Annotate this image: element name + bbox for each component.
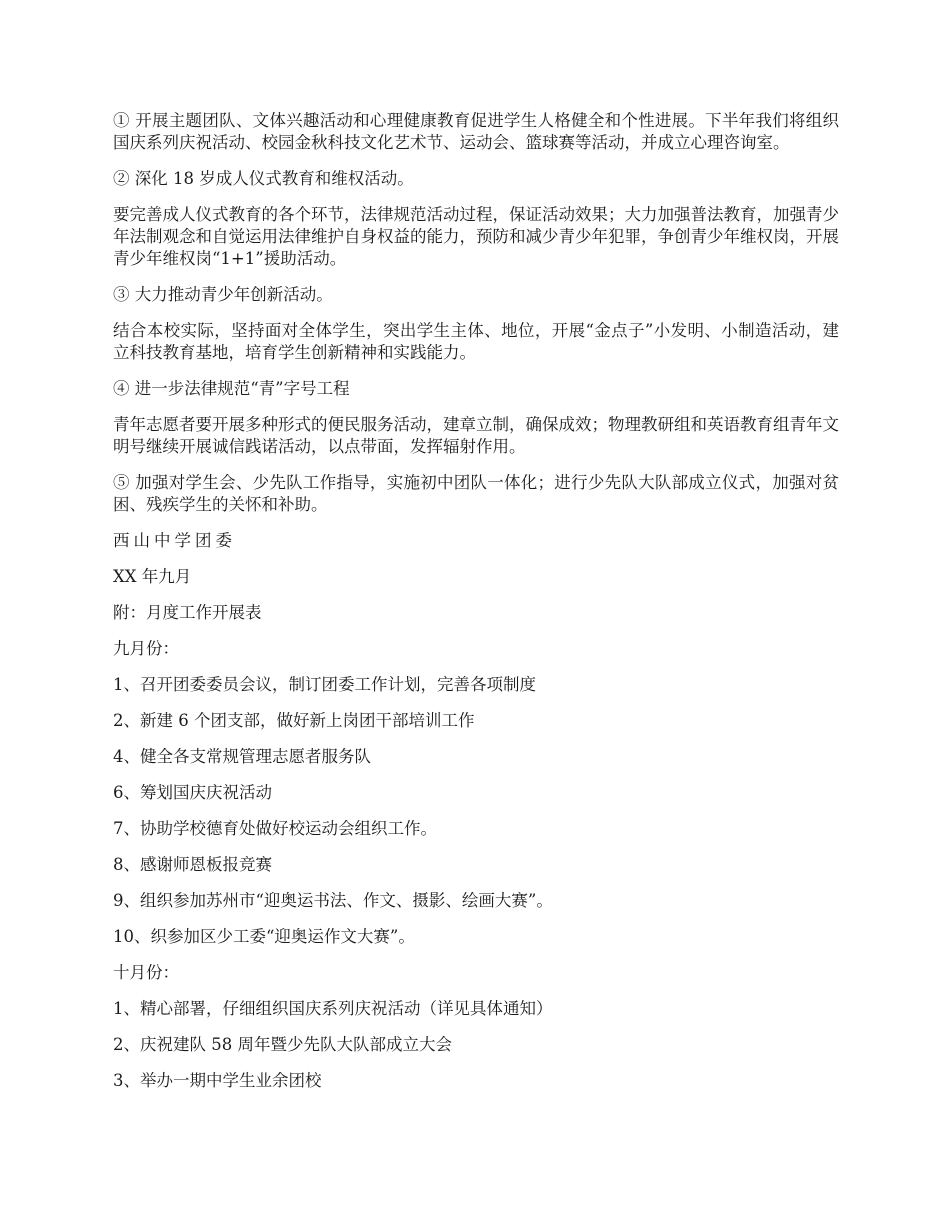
paragraph-item-5: ⑤ 加强对学生会、少先队工作指导，实施初中团队一体化；进行少先队大队部成立仪式，加强对贫困、残疾学生的关怀和补助。	[113, 473, 839, 514]
appendix-title: 附：月度工作开展表	[113, 603, 262, 622]
paragraph-item-2-heading: ② 深化 18 岁成人仪式教育和维权活动。	[113, 169, 414, 188]
list-item: 4、健全各支常规管理志愿者服务队	[113, 747, 371, 766]
list-item: 2、庆祝建队 58 周年暨少先队大队部成立大会	[113, 1035, 452, 1054]
list-item: 9、组织参加苏州市“迎奥运书法、作文、摄影、绘画大赛”。	[113, 891, 553, 910]
date: XX 年九月	[113, 567, 192, 586]
list-item: 2、新建 6 个团支部，做好新上岗团干部培训工作	[113, 711, 475, 730]
october-heading: 十月份：	[113, 963, 179, 982]
paragraph-item-3-heading: ③ 大力推动青少年创新活动。	[113, 285, 333, 304]
list-item: 1、召开团委委员会议，制订团委工作计划，完善各项制度	[113, 675, 536, 694]
paragraph-item-1: ① 开展主题团队、文体兴趣活动和心理健康教育促进学生人格健全和个性进展。下半年我们将组织国庆系列庆祝活动、校园金秋科技文化艺术节、运动会、篮球赛等活动，并成立心理咨询室。	[113, 111, 839, 152]
paragraph-item-2-body: 要完善成人仪式教育的各个环节，法律规范活动过程，保证活动效果；大力加强普法教育，加强青少年法制观念和自觉运用法律维护自身权益的能力，预防和减少青少年犯罪，争创青少年维权岗，开展青少年维权岗“1+1”援助活动。	[113, 205, 839, 268]
september-heading: 九月份：	[113, 639, 179, 658]
list-item: 10、织参加区少工委“迎奥运作文大赛”。	[113, 927, 415, 946]
list-item: 1、精心部署，仔细组织国庆系列庆祝活动（详见具体通知）	[113, 999, 553, 1018]
list-item: 3、举办一期中学生业余团校	[113, 1071, 322, 1090]
document-body	[113, 110, 839, 1106]
paragraph-item-4-body: 青年志愿者要开展多种形式的便民服务活动，建章立制，确保成效；物理教研组和英语教育组青年文明号继续开展诚信践诺活动，以点带面，发挥辐射作用。	[113, 415, 839, 456]
list-item: 6、筹划国庆庆祝活动	[113, 783, 272, 802]
list-item: 7、协助学校德育处做好校运动会组织工作。	[113, 819, 437, 838]
paragraph-item-4-heading: ④ 进一步法律规范“青”字号工程	[113, 379, 350, 398]
signature: 西山中学团委	[113, 531, 236, 550]
list-item: 8、感谢师恩板报竞赛	[113, 855, 272, 874]
paragraph-item-3-body: 结合本校实际，坚持面对全体学生，突出学生主体、地位，开展“金点子”小发明、小制造活动，建立科技教育基地，培育学生创新精神和实践能力。	[113, 321, 839, 362]
